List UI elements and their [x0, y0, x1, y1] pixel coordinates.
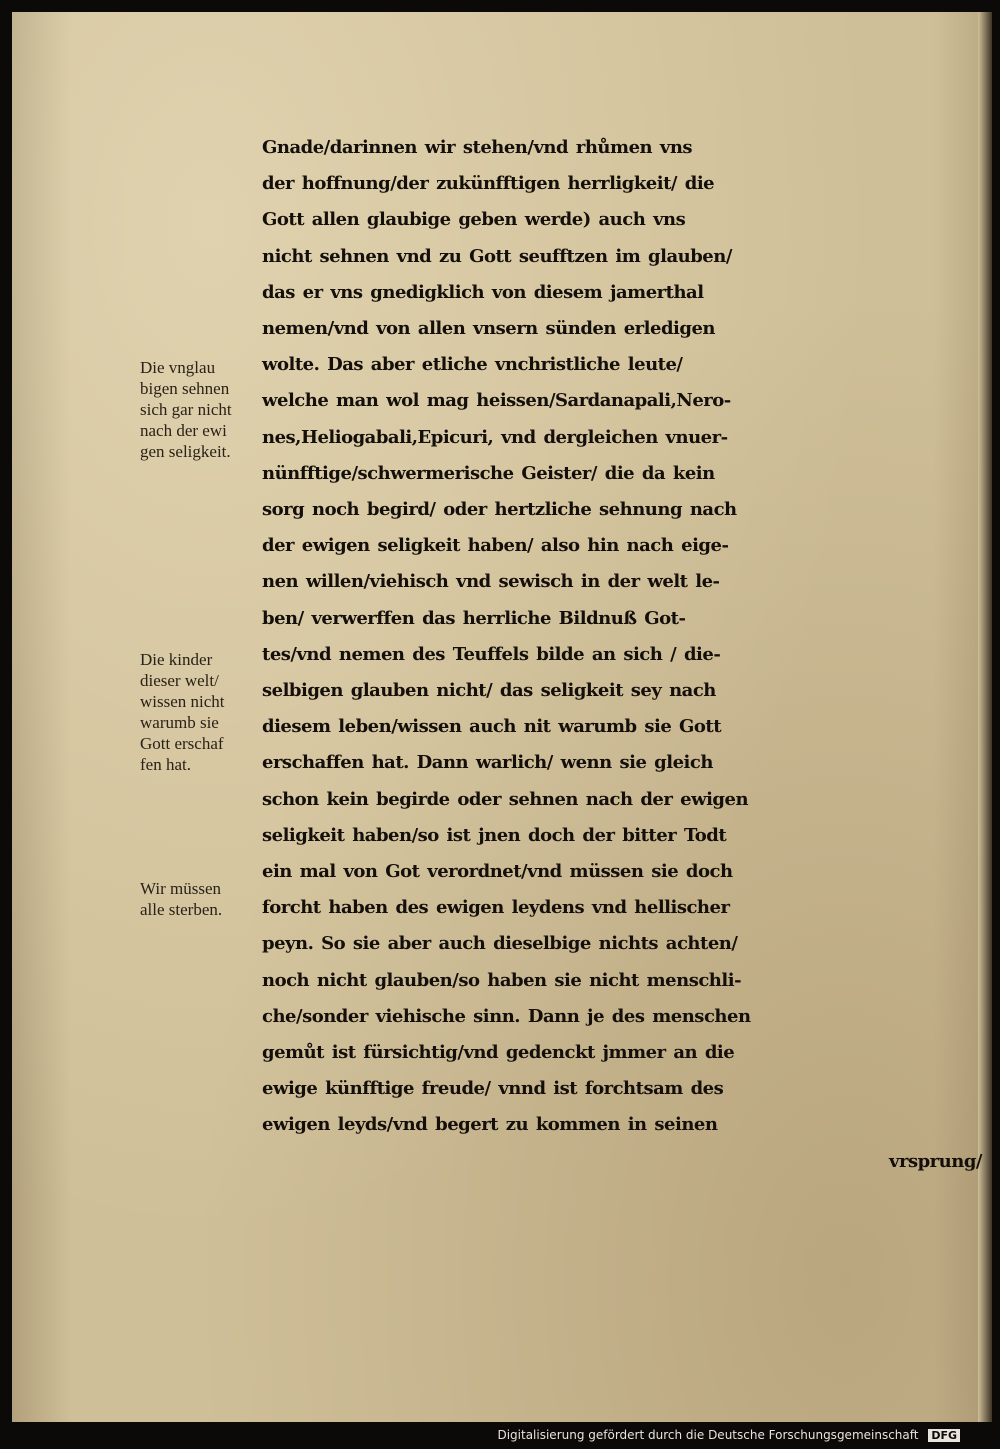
dfg-logo: DFG	[928, 1429, 960, 1442]
text-line: nes,Heliogabali,Epicuri, vnd dergleichen vnuer-	[262, 426, 728, 448]
marginal-note-all-must-die	[140, 878, 280, 920]
text-line: nen willen/viehisch vnd sewisch in der welt le-	[262, 571, 720, 593]
marginal-line: sich gar nicht	[140, 400, 232, 419]
text-line: selbigen glauben nicht/ das seligkeit sey nach	[262, 680, 716, 702]
text-line: sorg noch begird/ oder hertzliche sehnung nach	[262, 499, 737, 521]
marginal-line: Wir müssen	[140, 879, 221, 898]
marginal-line: alle sterben.	[140, 900, 223, 919]
marginal-line: bigen sehnen	[140, 379, 230, 398]
main-text-block	[262, 130, 992, 1180]
text-line: nünfftige/schwermerische Geister/ die da kein	[262, 462, 715, 484]
text-line: Gott allen glaubige geben werde) auch vns	[262, 209, 686, 231]
marginal-line: Die kinder	[140, 650, 213, 669]
text-line: ein mal von Got verordnet/vnd müssen sie doch	[262, 861, 733, 883]
text-line: ewigen leyds/vnd begert zu kommen in seinen	[262, 1114, 718, 1136]
text-line: der hoffnung/der zukünfftigen herrligkeit/ die	[262, 173, 715, 195]
marginal-line: nach der ewi	[140, 421, 227, 440]
marginal-line: dieser welt/	[140, 671, 219, 690]
text-line: noch nicht glauben/so haben sie nicht menschli-	[262, 969, 742, 991]
text-line: tes/vnd nemen des Teuffels bilde an sich / die-	[262, 643, 721, 665]
catchword: vrsprung/	[889, 1150, 982, 1172]
text-line: forcht haben des ewigen leydens vnd hellischer	[262, 897, 730, 919]
text-line: che/sonder viehische sinn. Dann je des menschen	[262, 1005, 751, 1027]
text-line: welche man wol mag heissen/Sardanapali,Nero-	[262, 390, 731, 412]
text-line: erschaffen hat. Dann warlich/ wenn sie gleich	[262, 752, 713, 774]
marginal-note-children-of-world	[140, 649, 280, 775]
digitization-credit	[497, 1428, 960, 1442]
marginal-line: wissen nicht	[140, 692, 225, 711]
book-page	[12, 12, 992, 1422]
marginal-line: Gott erschaf	[140, 734, 224, 753]
text-line: gemůt ist fürsichtig/vnd gedenckt jmmer an die	[262, 1042, 735, 1064]
text-line: ben/ verwerffen das herrliche Bildnuß Got-	[262, 607, 686, 629]
text-line: das er vns gnedigklich von diesem jamerthal	[262, 281, 704, 303]
marginal-line: Die vnglau	[140, 358, 216, 377]
text-line: peyn. So sie aber auch dieselbige nichts achten/	[262, 933, 738, 955]
marginal-line: fen hat.	[140, 755, 191, 774]
marginal-line: warumb sie	[140, 713, 219, 732]
text-line: diesem leben/wissen auch nit warumb sie Gott	[262, 716, 722, 738]
text-line: nicht sehnen vnd zu Gott seufftzen im glauben/	[262, 245, 732, 267]
credit-text: Digitalisierung gefördert durch die Deutsche Forschungsgemeinschaft	[497, 1428, 919, 1442]
text-line: der ewigen seligkeit haben/ also hin nach eige-	[262, 535, 729, 557]
text-line: wolte. Das aber etliche vnchristliche leute/	[262, 354, 683, 376]
text-line: ewige künfftige freude/ vnnd ist forchtsam des	[262, 1078, 724, 1100]
text-line: nemen/vnd von allen vnsern sünden erledigen	[262, 318, 716, 340]
marginal-line: gen seligkeit.	[140, 442, 231, 461]
text-line: seligkeit haben/so ist jnen doch der bitter Todt	[262, 824, 727, 846]
marginal-note-unbelievers	[140, 357, 280, 462]
text-line: schon kein begirde oder sehnen nach der ewigen	[262, 788, 749, 810]
text-line: Gnade/darinnen wir stehen/vnd rhůmen vns	[262, 137, 693, 158]
